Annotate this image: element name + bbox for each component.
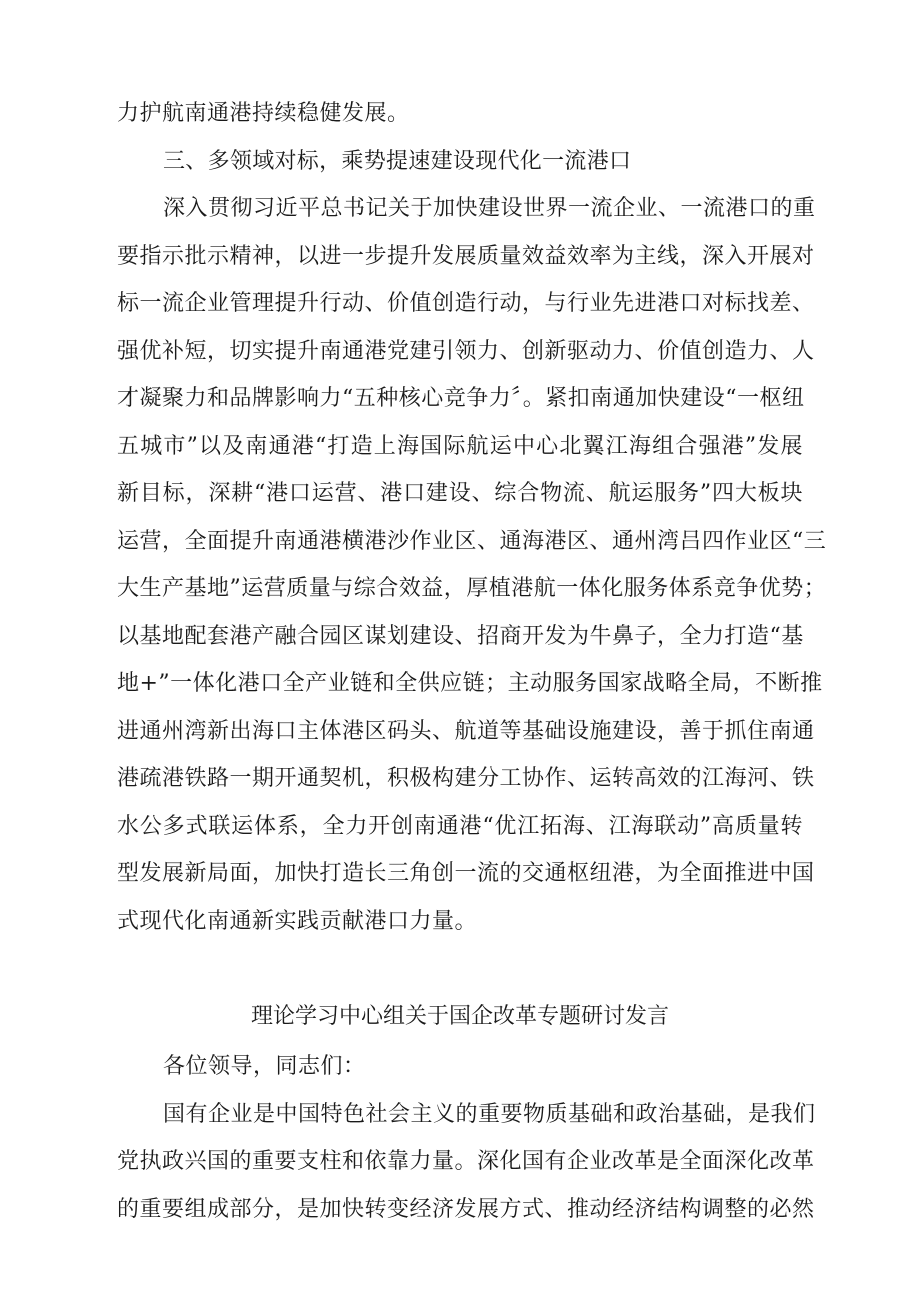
paragraph-line: 水公多式联运体系，全力开创南通港“优江拓海、江海联动”高质量转 [117,814,803,839]
greeting: 各位领导，同志们： [163,1054,366,1079]
closing-line: 力护航南通港持续稳健发展。 [117,101,410,126]
paragraph-line: 式现代化南通新实践贡献港口力量。 [117,909,478,934]
paragraph-line: 标一流企业管理提升行动、价值创造行动，与行业先进港口对标找差、 [117,291,815,316]
paragraph-line: 的重要组成部分，是加快转变经济发展方式、推动经济结构调整的必然 [117,1197,815,1222]
paragraph-line: 以基地配套港产融合园区谋划建设、招商开发为牛鼻子，全力打造“基 [117,624,804,649]
paragraph-line: 地+”一体化港口全产业链和全供应链；主动服务国家战略全局，不断推 [117,671,823,696]
paragraph-line: 五城市”以及南通港“打造上海国际航运中心北翼江海组合强港”发展 [117,434,803,459]
paragraph-line: 港疏港铁路一期开通契机，积极构建分工协作、运转高效的江海河、铁 [117,766,815,791]
paragraph-line: 要指示批示精神，以进一步提升发展质量效益效率为主线，深入开展对 [117,244,815,269]
paragraph-line: 大生产基地”运营质量与综合效益，厚植港航一体化服务体系竞争优势； [117,576,827,601]
paragraph-line: 国有企业是中国特色社会主义的重要物质基础和政治基础，是我们 [163,1102,816,1127]
document-title: 理论学习中心组关于国企改革专题研讨发言 [250,1004,669,1029]
paragraph-line: 强优补短，切实提升南通港党建引领力、创新驱动力、价值创造力、人 [117,339,815,364]
paragraph-line: 进通州湾新出海口主体港区码头、航道等基础设施建设，善于抓住南通 [117,719,815,744]
paragraph-line: 党执政兴国的重要支柱和依靠力量。深化国有企业改革是全面深化改革 [117,1149,815,1174]
paragraph-line: 型发展新局面，加快打造长三角创一流的交通枢纽港，为全面推进中国 [117,861,815,886]
section-heading: 三、多领域对标，乘势提速建设现代化一流港口 [163,149,632,174]
paragraph-line: 运营，全面提升南通港横港沙作业区、通海港区、通州湾吕四作业区“三 [117,529,827,554]
paragraph-line: 新目标，深耕“港口运营、港口建设、综合物流、航运服务”四大板块 [117,481,803,506]
paragraph-line: 才凝聚力和品牌影响力“五种核心竞争力〞。紧扣南通加快建设“一枢纽 [117,386,805,411]
paragraph-line: 深入贯彻习近平总书记关于加快建设世界一流企业、一流港口的重 [163,196,816,221]
